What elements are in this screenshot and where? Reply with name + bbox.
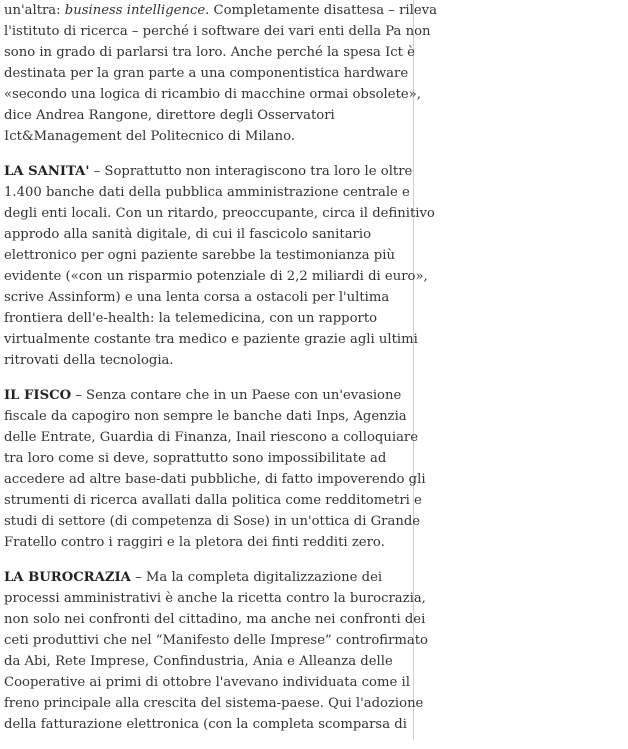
burocrazia-line-1-rest: – Ma la completa digitalizzazione dei: [130, 569, 383, 585]
fisco-paragraph: [4, 385, 426, 553]
intro-line: sono in grado di parlarsi tra loro. Anche perché la spesa Ict è: [4, 44, 415, 60]
intro-line: Ict&Management del Politecnico di Milano.: [4, 128, 296, 144]
fisco-line: strumenti di ricerca avallati dalla politica come redditometri e: [4, 492, 422, 508]
intro-italic-term: business intelligence: [64, 2, 206, 18]
fisco-heading: IL FISCO: [4, 387, 72, 403]
sanita-paragraph: [4, 161, 435, 371]
burocrazia-line: freno principale alla crescita del sistema-paese. Qui l'adozione: [4, 695, 424, 711]
sanita-line-1-rest: – Soprattutto non interagiscono tra loro le oltre: [89, 163, 413, 179]
burocrazia-line: processi amministrativi è anche la ricetta contro la burocrazia,: [4, 590, 426, 606]
sanita-line: ritrovati della tecnologia.: [4, 352, 174, 368]
intro-line-1-prefix: un'altra:: [4, 2, 65, 18]
burocrazia-line: della fatturazione elettronica (con la completa scomparsa di: [4, 716, 407, 732]
burocrazia-line: Cooperative ai primi di ottobre l'avevano individuata come il: [4, 674, 410, 690]
fisco-line: delle Entrate, Guardia di Finanza, Inail riescono a colloquiare: [4, 429, 419, 445]
intro-line: destinata per la gran parte a una componentistica hardware: [4, 65, 409, 81]
intro-line-1: [4, 0, 437, 21]
article-body: [4, 0, 437, 749]
fisco-line-1-rest: – Senza contare che in un Paese con un'evasione: [71, 387, 402, 403]
sanita-line-1: [4, 161, 413, 182]
sanita-line: approdo alla sanità digitale, di cui il fascicolo sanitario: [4, 226, 372, 242]
intro-line: l'istituto di ricerca – perché i software dei vari enti della Pa non: [4, 23, 431, 39]
sanita-line: evidente («con un risparmio potenziale di 2,2 miliardi di euro»,: [4, 268, 428, 284]
intro-paragraph: [4, 0, 437, 147]
intro-line-1-suffix: . Completamente disattesa – rileva: [205, 2, 437, 18]
burocrazia-heading: LA BUROCRAZIA: [4, 569, 131, 585]
burocrazia-line: ceti produttivi che nel “Manifesto delle Imprese” controfirmato: [4, 632, 428, 648]
intro-line: «secondo una logica di ricambio di macchine ormai obsolete»,: [4, 86, 421, 102]
burocrazia-line: non solo nei confronti del cittadino, ma anche nei confronti dei: [4, 611, 426, 627]
fisco-line: fiscale da capogiro non sempre le banche dati Inps, Agenzia: [4, 408, 407, 424]
sanita-line: 1.400 banche dati della pubblica amministrazione centrale e: [4, 184, 410, 200]
burocrazia-paragraph: [4, 567, 428, 735]
fisco-line: studi di settore (di competenza di Sose) in un'ottica di Grande: [4, 513, 421, 529]
burocrazia-line-1: [4, 567, 410, 588]
sanita-line: virtualmente costante tra medico e paziente grazie agli ultimi: [4, 331, 418, 347]
sanita-line: degli enti locali. Con un ritardo, preoccupante, circa il definitivo: [4, 205, 435, 221]
sanita-line: scrive Assinform) e una lenta corsa a ostacoli per l'ultima: [4, 289, 390, 305]
fisco-line-1: [4, 385, 410, 406]
burocrazia-line: da Abi, Rete Imprese, Confindustria, Ania e Alleanza delle: [4, 653, 393, 669]
sanita-line: frontiera dell'e-health: la telemedicina, con un rapporto: [4, 310, 378, 326]
fisco-line: tra loro come si deve, soprattutto sono impossibilitate ad: [4, 450, 387, 466]
intro-line: dice Andrea Rangone, direttore degli Osservatori: [4, 107, 335, 123]
fisco-line: Fratello contro i raggiri e la pletora dei finti redditi zero.: [4, 534, 385, 550]
fisco-line: accedere ad altre base-dati pubbliche, di fatto impoverendo gli: [4, 471, 426, 487]
sanita-heading: LA SANITA': [4, 163, 90, 179]
sanita-line: elettronico per ogni paziente sarebbe la testimonianza più: [4, 247, 395, 263]
